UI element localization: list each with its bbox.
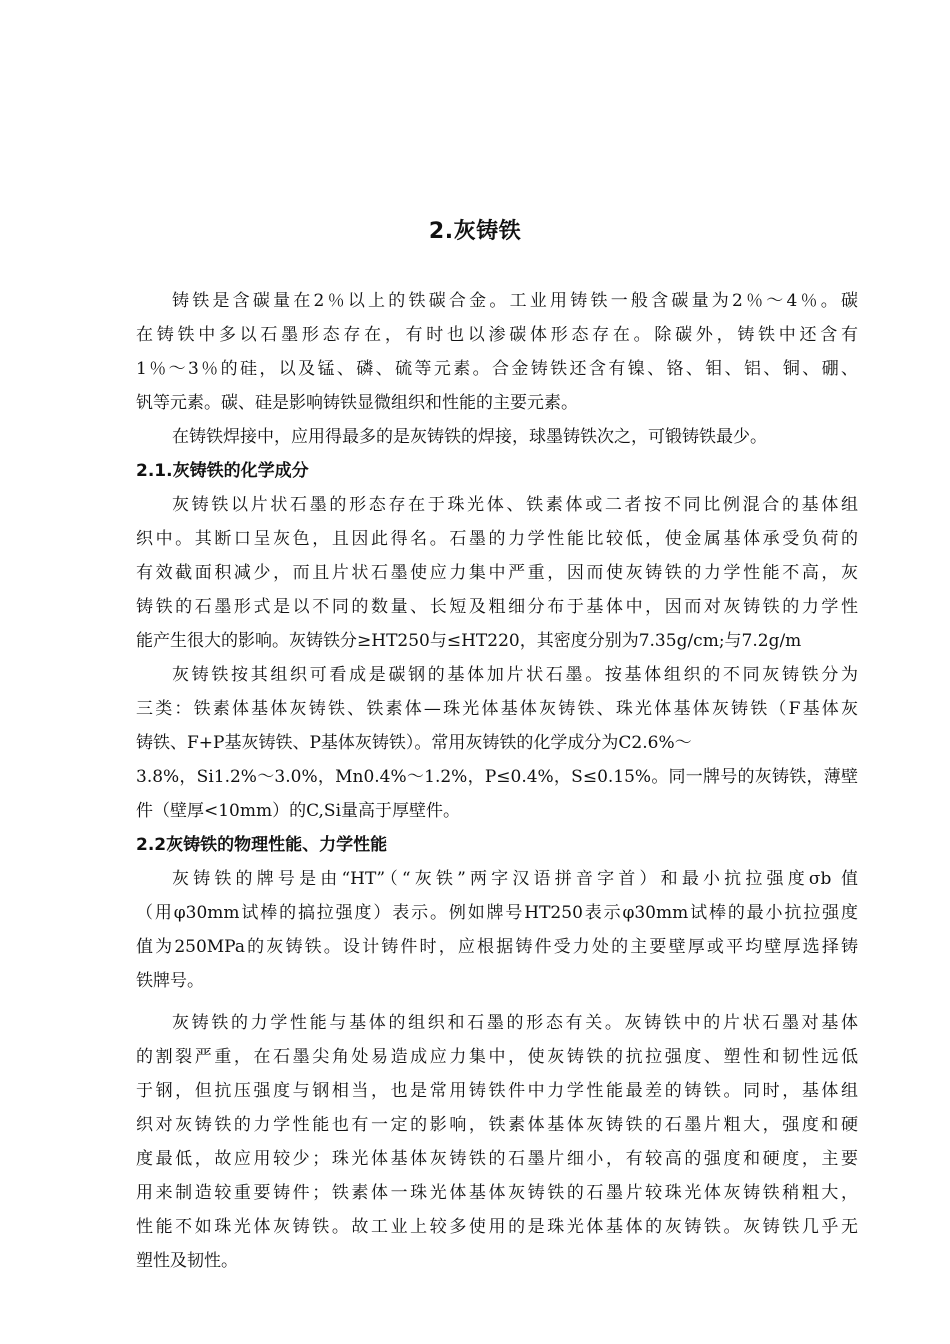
text-line: （用φ30mm试棒的搞拉强度）表示。例如牌号HT250表示φ30mm试棒的最小抗拉强度 xyxy=(136,903,858,923)
text-line: 钒等元素。碳、硅是影响铸铁显微组织和性能的主要元素。 xyxy=(136,393,578,413)
text-line: 1％～3％的硅，以及锰、磷、硫等元素。合金铸铁还含有镍、铬、钼、铝、铜、硼、 xyxy=(136,359,858,379)
text-line: 度最低，故应用较少；珠光体基体灰铸铁的石墨片细小，有较高的强度和硬度，主要 xyxy=(136,1149,858,1169)
paragraph xyxy=(136,658,858,828)
text-line: 件（壁厚<10mm）的C,Si量高于厚壁件。 xyxy=(136,801,461,821)
text-line: 铁牌号。 xyxy=(136,971,204,991)
paragraph xyxy=(136,284,858,420)
text-line: 性能不如珠光体灰铸铁。故工业上较多使用的是珠光体基体的灰铸铁。灰铸铁几乎无 xyxy=(136,1217,858,1237)
text-line: 值为250MPa的灰铸铁。设计铸件时，应根据铸件受力处的主要壁厚或平均壁厚选择铸 xyxy=(136,937,858,957)
page-title: 2.灰铸铁 xyxy=(428,219,522,244)
text-line: 在铸铁中多以石墨形态存在，有时也以渗碳体形态存在。除碳外，铸铁中还含有 xyxy=(136,325,858,345)
text-line: 铸铁、F+P基灰铸铁、P基体灰铸铁）。常用灰铸铁的化学成分为C2.6%～ xyxy=(136,733,692,753)
text-line: 在铸铁焊接中，应用得最多的是灰铸铁的焊接，球墨铸铁次之，可锻铸铁最少。 xyxy=(172,427,767,447)
paragraph xyxy=(136,420,858,454)
text-line: 塑性及韧性。 xyxy=(136,1251,238,1271)
paragraph xyxy=(136,488,858,658)
paragraph xyxy=(136,862,858,998)
text-line: 用来制造较重要铸件；铁素体一珠光体基体灰铸铁的石墨片较珠光体灰铸铁稍粗大， xyxy=(136,1183,858,1203)
text-line: 织对灰铸铁的力学性能也有一定的影响，铁素体基体灰铸铁的石墨片粗大，强度和硬 xyxy=(136,1115,858,1135)
text-line: 灰铸铁以片状石墨的形态存在于珠光体、铁素体或二者按不同比例混合的基体组 xyxy=(172,495,858,515)
section-heading: 2.1.灰铸铁的化学成分 xyxy=(136,461,309,481)
text-line: 有效截面积减少，而且片状石墨使应力集中严重，因而使灰铸铁的力学性能不高，灰 xyxy=(136,563,858,583)
text-line: 铸铁是含碳量在2％以上的铁碳合金。工业用铸铁一般含碳量为2％～4％。碳 xyxy=(172,291,858,311)
text-line: 灰铸铁的力学性能与基体的组织和石墨的形态有关。灰铸铁中的片状石墨对基体 xyxy=(172,1013,858,1033)
paragraph-gap xyxy=(136,998,858,1006)
text-line: 三类：铁素体基体灰铸铁、铁素体—珠光体基体灰铸铁、珠光体基体灰铸铁（F基体灰 xyxy=(136,699,858,719)
document-body xyxy=(136,284,858,1278)
text-line: 灰铸铁按其组织可看成是碳钢的基体加片状石墨。按基体组织的不同灰铸铁分为 xyxy=(172,665,858,685)
text-line: 能产生很大的影响。灰铸铁分≥HT250与≤HT220，其密度分别为7.35g/cm;与7.2g/m xyxy=(136,631,802,651)
section-heading: 2.2灰铸铁的物理性能、力学性能 xyxy=(136,835,388,855)
text-line: 3.8%，Si1.2%～3.0%，Mn0.4%～1.2%，P≤0.4%，S≤0.15%。同一牌号的灰铸铁，薄壁 xyxy=(136,767,858,787)
paragraph xyxy=(136,1006,858,1278)
text-line: 的割裂严重，在石墨尖角处易造成应力集中，使灰铸铁的抗拉强度、塑性和韧性远低 xyxy=(136,1047,858,1067)
text-line: 于钢，但抗压强度与钢相当，也是常用铸铁件中力学性能最差的铸铁。同时，基体组 xyxy=(136,1081,858,1101)
text-line: 灰铸铁的牌号是由“HT”（“灰铁”两字汉语拼音字首）和最小抗拉强度σb 值 xyxy=(172,869,858,889)
text-line: 织中。其断口呈灰色，且因此得名。石墨的力学性能比较低，使金属基体承受负荷的 xyxy=(136,529,858,549)
text-line: 铸铁的石墨形式是以不同的数量、长短及粗细分布于基体中，因而对灰铸铁的力学性 xyxy=(136,597,858,617)
